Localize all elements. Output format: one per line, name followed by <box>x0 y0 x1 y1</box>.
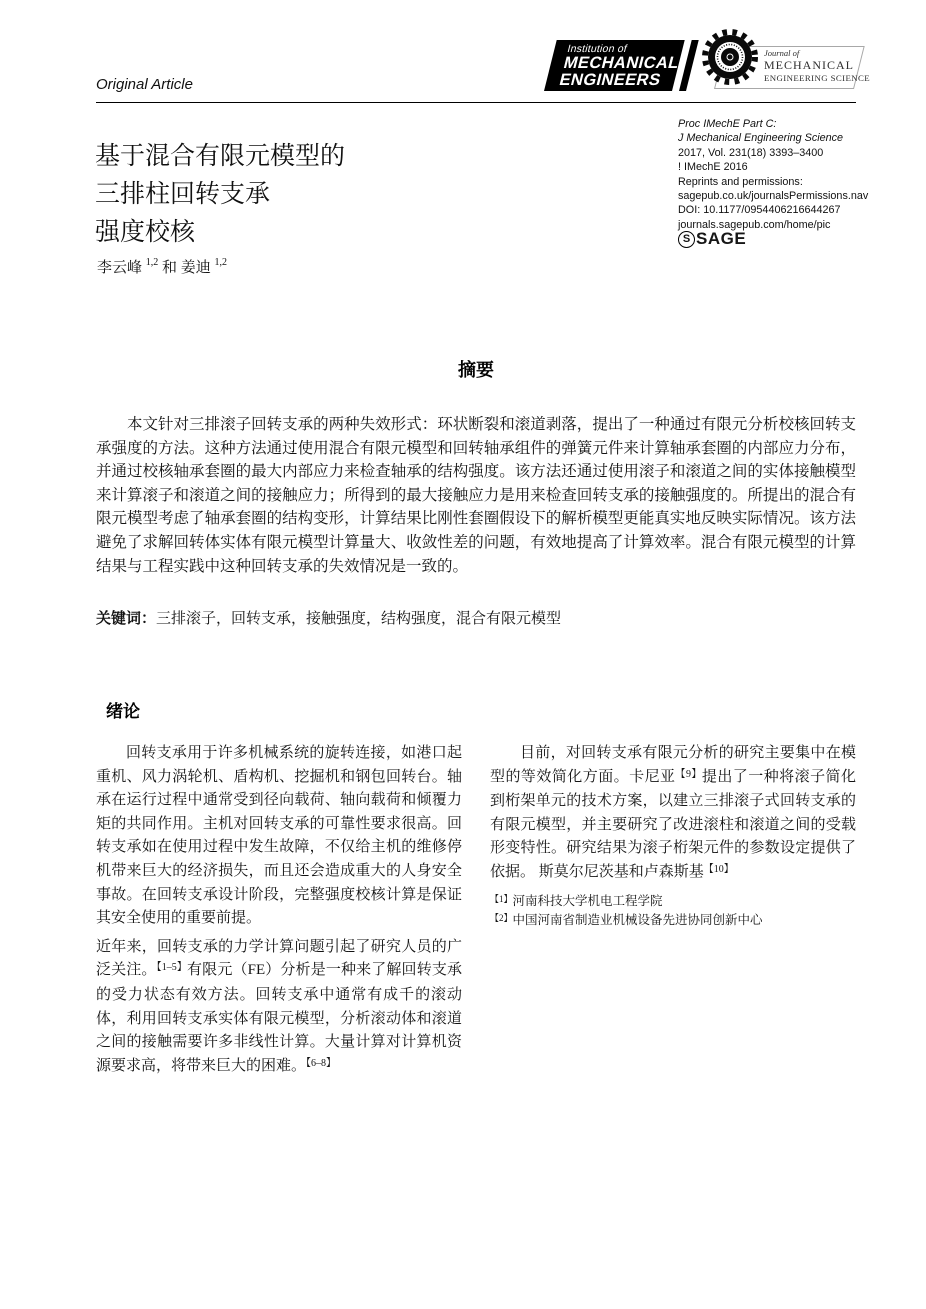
intro-p3-text-a: 目前，对回转支承有限元分析的研究主要集中在模型的等效简化方面。卡尼亚 <box>490 745 856 785</box>
sage-wordmark: SAGE <box>696 229 747 248</box>
sage-circle-s-icon: S <box>678 231 695 248</box>
intro-p2-text-b: 有限元（FE）分析是一种来了解回转支承的受力状态有效方法。回转支承中通常有成千的滚动体，利用回转支承实体有限元模型，分析滚动体和滚道之间的接触需要许多非线性计算。大量计算对计算机资源要求高，将带来巨大的困难。 <box>96 962 462 1074</box>
footnote-2-text: 中国河南省制造业机械设备先进协同创新中心 <box>512 912 763 927</box>
paper-title <box>95 138 345 252</box>
volume-issue-pages: 2017, Vol. 231(18) 3393–3400 <box>678 146 824 159</box>
sage-logo <box>678 229 746 249</box>
intro-paragraph-2 <box>96 936 462 1080</box>
journal-name-line1: Proc IMechE Part C: <box>678 118 777 130</box>
publication-info <box>678 117 868 232</box>
footnote-1 <box>490 893 856 912</box>
imeche-logo-box <box>544 40 685 91</box>
gear-icon <box>700 26 760 88</box>
paper-title-line2: 三排柱回转支承 <box>95 181 271 208</box>
footnote-2-marker: 【2】 <box>490 912 513 923</box>
reprints-label: Reprints and permissions: <box>678 175 803 188</box>
author-affiliation-sup-1: 1,2 <box>145 257 159 268</box>
imeche-logo <box>538 40 690 91</box>
citation-ref-1-5: 【1–5】 <box>156 962 188 974</box>
journal-home-link[interactable]: journals.sagepub.com/home/pic <box>678 218 831 231</box>
header-divider <box>96 102 856 103</box>
intro-p2-text-a: 近年来，回转支承的力学计算问题引起了研究人员的广泛关注。 <box>96 938 462 979</box>
paper-title-line1: 基于混合有限元模型的 <box>95 143 346 170</box>
affiliation-footnotes <box>490 893 856 930</box>
copyright-line: ! IMechE 2016 <box>678 161 748 174</box>
author-name-1: 李云峰 <box>97 260 143 276</box>
keywords-line <box>96 607 856 628</box>
paper-title-line3: 强度校核 <box>95 219 196 246</box>
citation-ref-10: 【10】 <box>703 863 734 875</box>
imeche-logo-line2: MECHANICAL <box>561 53 682 72</box>
keywords-label: 关键词： <box>96 611 157 627</box>
author-line <box>97 256 227 277</box>
journal-logo-line1: Journal of <box>764 48 800 58</box>
section-heading-introduction: 绪论 <box>106 702 140 721</box>
article-type-label: Original Article <box>96 76 193 93</box>
author-name-2: 姜迪 <box>180 260 211 276</box>
journal-logo-line3: ENGINEERING SCIENCE <box>764 72 871 83</box>
citation-ref-6-8: 【6–8】 <box>306 1057 337 1069</box>
footnote-2 <box>490 912 856 931</box>
body-column-right <box>490 742 856 886</box>
imeche-logo-line3: ENGINEERS <box>557 70 663 89</box>
journal-name-line2: J Mechanical Engineering Science <box>678 132 844 145</box>
doi-link[interactable]: DOI: 10.1177/0954406216644267 <box>678 204 841 217</box>
body-column-left <box>96 742 462 1079</box>
intro-p3-text-b: 提出了一种将滚子简化到桁架单元的技术方案，以建立三排滚子式回转支承的有限元模型，并主要研究了改进滚柱和滚道之间的受载形变特性。研究结果为滚子桁架元件的参数设定提供了依据。 斯莫尔尼茨基和卢森斯基 <box>490 768 856 880</box>
footnote-1-text: 河南科技大学机电工程学院 <box>512 894 663 908</box>
journal-logo-text <box>764 49 870 83</box>
author-affiliation-sup-2: 1,2 <box>214 257 228 268</box>
citation-ref-9: 【9】 <box>675 768 702 780</box>
intro-paragraph-3 <box>490 742 856 886</box>
imeche-logo-line1: Institution of <box>565 43 629 55</box>
permissions-link[interactable]: sagepub.co.uk/journalsPermissions.nav <box>678 190 869 203</box>
abstract-heading: 摘要 <box>458 360 494 380</box>
author-connector: 和 <box>158 260 181 276</box>
journal-logo-line2: MECHANICAL <box>764 57 854 72</box>
intro-paragraph-1: 回转支承用于许多机械系统的旋转连接，如港口起重机、风力涡轮机、盾构机、挖掘机和钢包回转台。轴承在运行过程中通常受到径向载荷、轴向载荷和倾覆力矩的共同作用。主机对回转支承的可靠性要求很高。回转支承如在使用过程中发生故障，不仅给主机的维修停机带来巨大的经济损失，而且还会造成重大的人身安全事故。在回转支承设计阶段，完整强度校核计算是保证其安全使用的重要前提。 <box>96 745 462 927</box>
journal-logo <box>700 26 871 92</box>
abstract-text: 本文针对三排滚子回转支承的两种失效形式：环状断裂和滚道剥落，提出了一种通过有限元分析校核回转支承强度的方法。这种方法通过使用混合有限元模型和回转轴承组件的弹簧元件来计算轴承套圈的内部应力分布，并通过校核轴承套圈的最大内部应力来检查轴承的结构强度。该方法还通过使用滚子和滚道之间的实体接触模型来计算滚子和滚道之间的接触应力；所得到的最大接触应力是用来检查回转支承的接触强度的。所提出的混合有限元模型考虑了轴承套圈的结构变形，计算结果比刚性套圈假设下的解析模型更能真实地反映实际情况。该方法避免了求解回转体实体有限元模型计算量大、收敛性差的问题，有效地提高了计算效率。混合有限元模型的计算结果与工程实践中这种回转支承的失效情况是一致的。 <box>96 416 856 575</box>
keywords-text: 三排滚子，回转支承，接触强度，结构强度，混合有限元模型 <box>156 611 562 627</box>
footnote-1-marker: 【1】 <box>490 894 513 904</box>
